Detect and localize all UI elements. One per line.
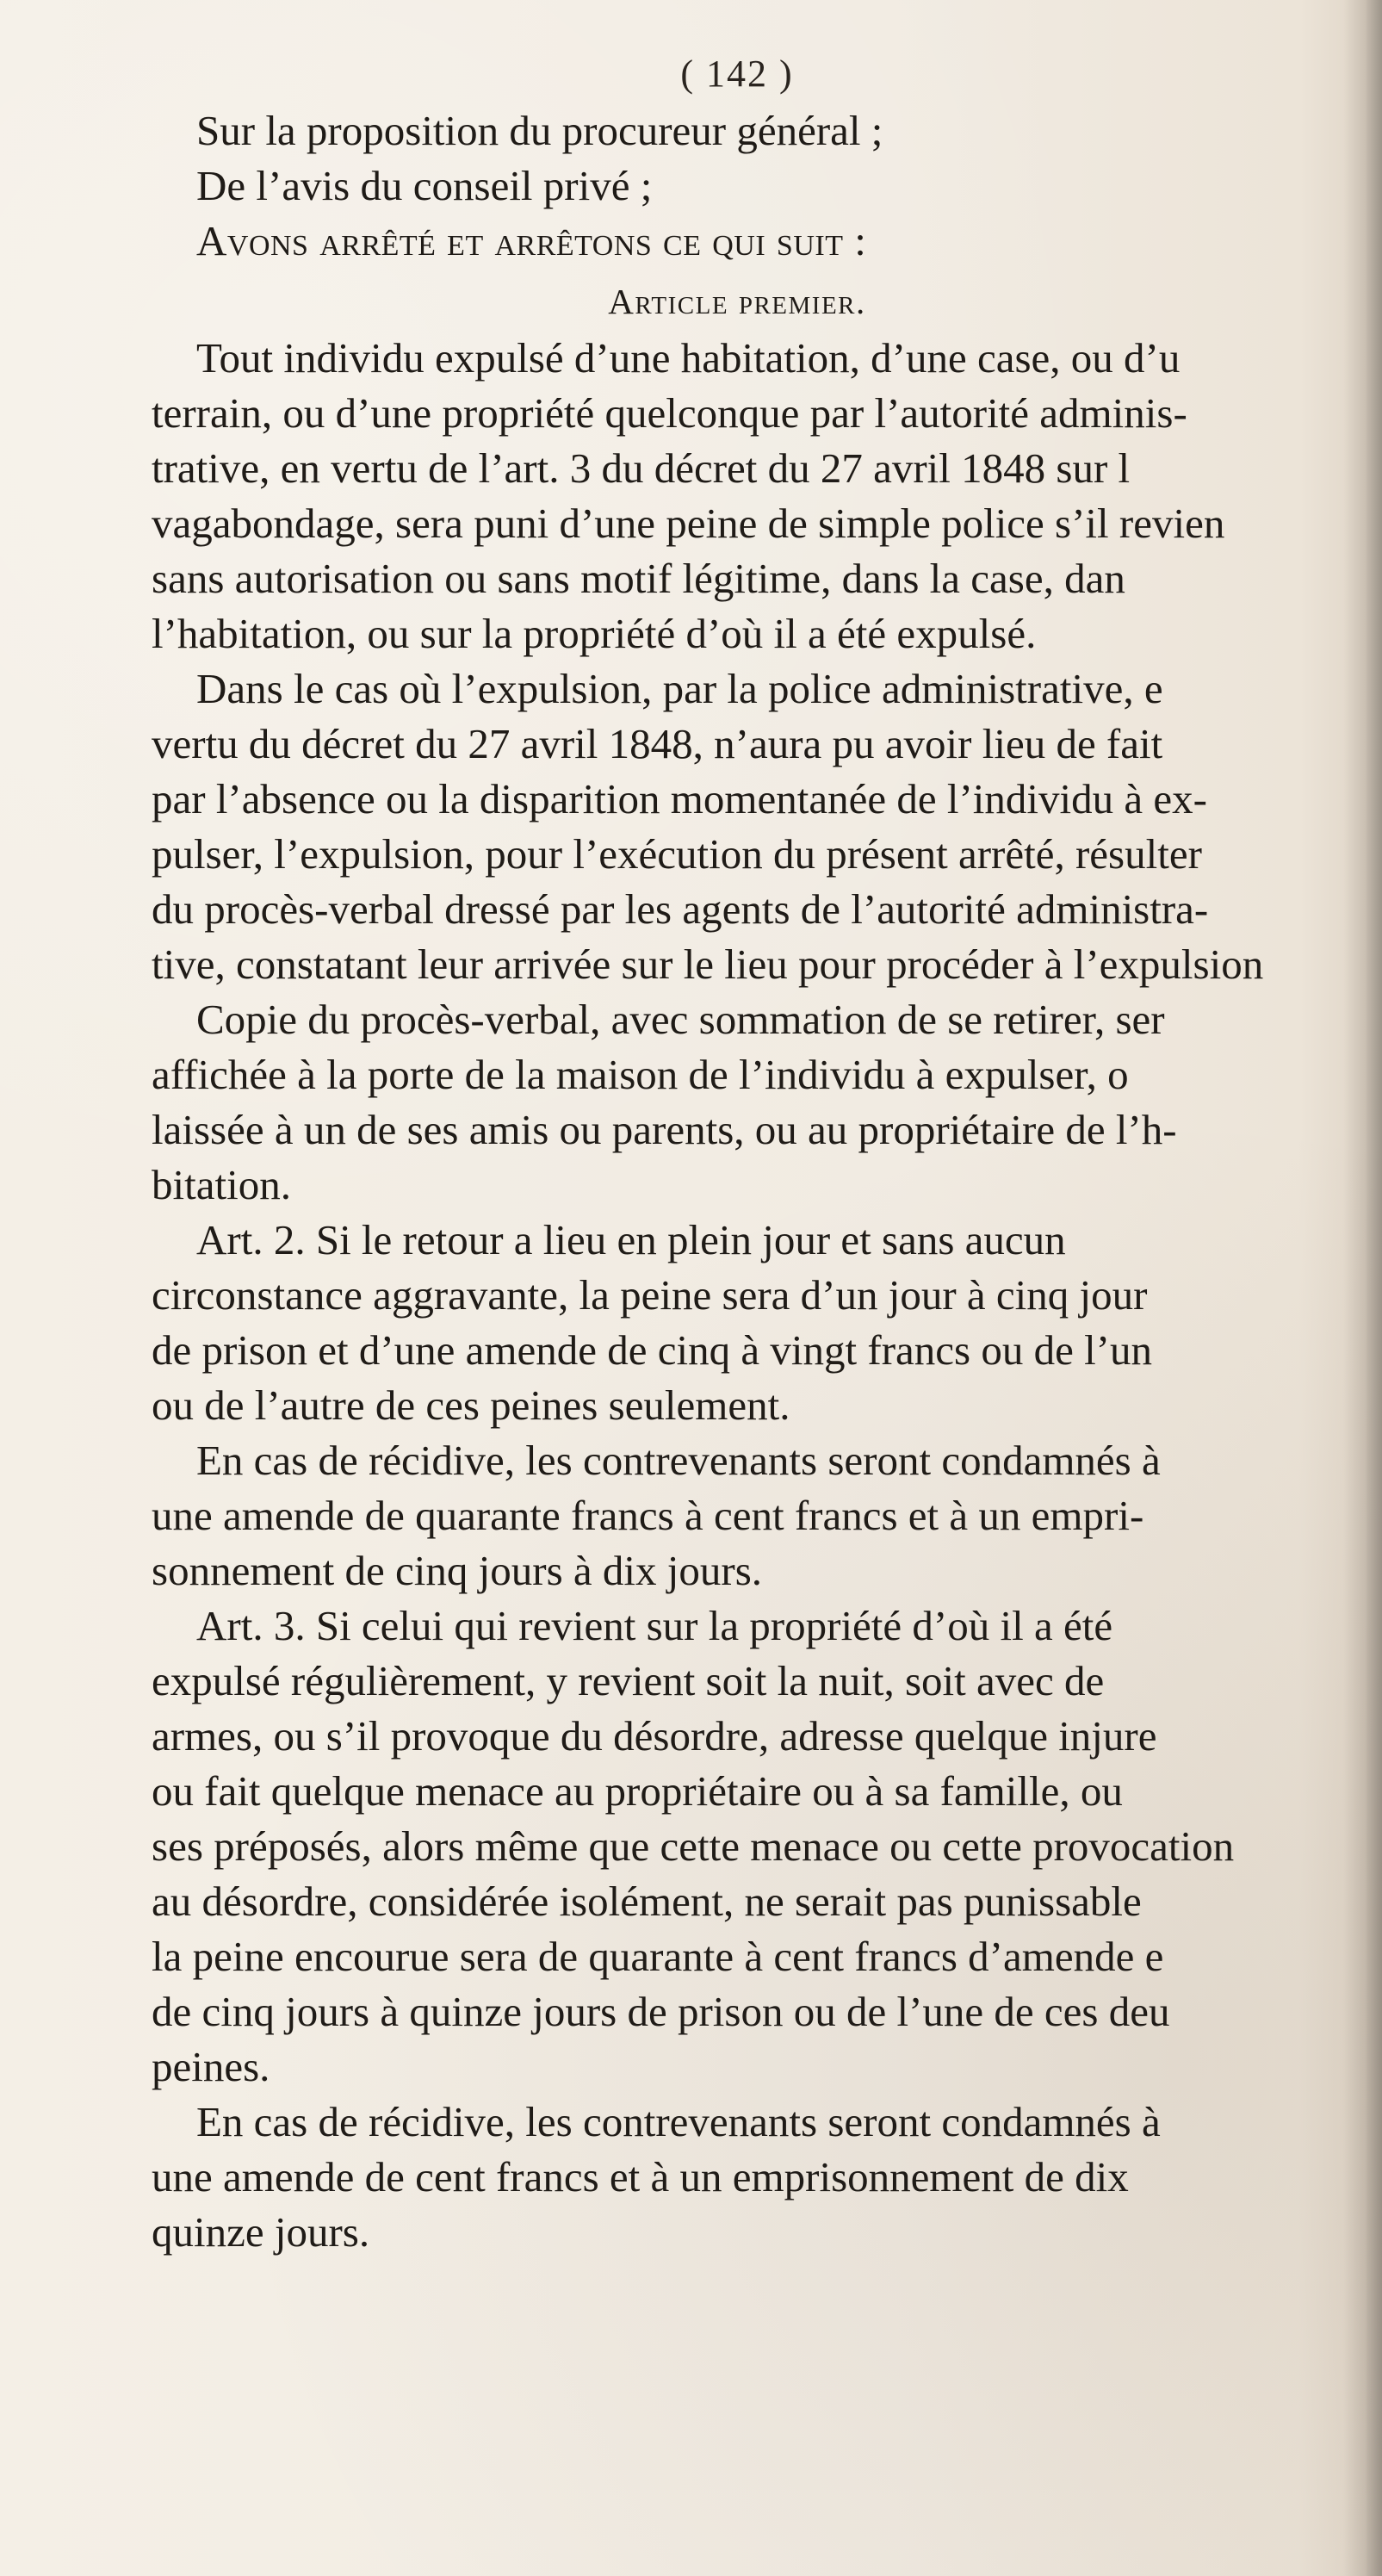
text-line: vagabondage, sera puni d’une peine de simple police s’il revien [152, 500, 1225, 547]
text-line: terrain, ou d’une propriété quelconque par l’autorité adminis- [152, 389, 1187, 437]
text-line: une amende de cent francs et à un emprisonnement de dix [152, 2153, 1129, 2200]
text-line: peines. [152, 2043, 270, 2090]
text-line: En cas de récidive, les contrevenants seront condamnés à [196, 2098, 1161, 2145]
text-line: ses préposés, alors même que cette menace ou cette provocation [152, 1822, 1235, 1870]
text-line: sonnement de cinq jours à dix jours. [152, 1547, 763, 1594]
document-text [152, 103, 1323, 2260]
text-line: Copie du procès-verbal, avec sommation de se retirer, ser [196, 996, 1165, 1043]
text-line: la peine encourue sera de quarante à cent francs d’amende e [152, 1933, 1164, 1980]
text-line: laissée à un de ses amis ou parents, ou au propriétaire de l’h- [152, 1106, 1177, 1153]
text-line: du procès-verbal dressé par les agents de l’autorité administra- [152, 885, 1209, 933]
text-line: trative, en vertu de l’art. 3 du décret du 27 avril 1848 sur l [152, 444, 1131, 492]
text-line: Dans le cas où l’expulsion, par la police administrative, e [196, 665, 1163, 712]
text-line: quinze jours. [152, 2208, 370, 2256]
text-line: de prison et d’une amende de cinq à vingt francs ou de l’un [152, 1326, 1153, 1374]
text-line: Sur la proposition du procureur général ; [196, 107, 883, 154]
text-line: ou de l’autre de ces peines seulement. [152, 1381, 790, 1429]
text-line: bitation. [152, 1161, 291, 1208]
text-line: de cinq jours à quinze jours de prison ou de l’une de ces deu [152, 1988, 1170, 2035]
text-line: par l’absence ou la disparition momentanée de l’individu à ex- [152, 775, 1207, 822]
text-line: Tout individu expulsé d’une habitation, d’une case, ou d’u [196, 334, 1181, 382]
text-line: En cas de récidive, les contrevenants seront condamnés à [196, 1437, 1161, 1484]
page-margin-strip [1367, 0, 1382, 2576]
page-content [152, 52, 1323, 2260]
text-line: au désordre, considérée isolément, ne serait pas punissable [152, 1878, 1142, 1925]
text-line: Art. 3. Si celui qui revient sur la propriété d’où il a été [196, 1602, 1113, 1649]
text-line: circonstance aggravante, la peine sera d’un jour à cinq jour [152, 1271, 1148, 1319]
text-line: expulsé régulièrement, y revient soit la nuit, soit avec de [152, 1657, 1105, 1704]
text-line: sans autorisation ou sans motif légitime, dans la case, dan [152, 555, 1125, 602]
text-line: affichée à la porte de la maison de l’individu à expulser, o [152, 1051, 1129, 1098]
page-number: ( 142 ) [680, 53, 794, 95]
text-line: Art. 2. Si le retour a lieu en plein jour et sans aucun [196, 1216, 1066, 1263]
text-line: Avons arrêté et arrêtons ce qui suit : [196, 217, 867, 264]
text-line: une amende de quarante francs à cent francs et à un empri- [152, 1492, 1144, 1539]
text-line: vertu du décret du 27 avril 1848, n’aura pu avoir lieu de fait [152, 720, 1163, 767]
text-line: armes, ou s’il provoque du désordre, adresse quelque injure [152, 1712, 1157, 1760]
text-line: De l’avis du conseil privé ; [196, 162, 653, 209]
article-title: Article premier. [608, 282, 866, 321]
text-line: ou fait quelque menace au propriétaire ou à sa famille, ou [152, 1767, 1123, 1815]
text-line: l’habitation, ou sur la propriété d’où il a été expulsé. [152, 610, 1037, 657]
text-line: tive, constatant leur arrivée sur le lieu pour procéder à l’expulsion [152, 940, 1264, 988]
text-line: pulser, l’expulsion, pour l’exécution du présent arrêté, résulter [152, 830, 1202, 878]
